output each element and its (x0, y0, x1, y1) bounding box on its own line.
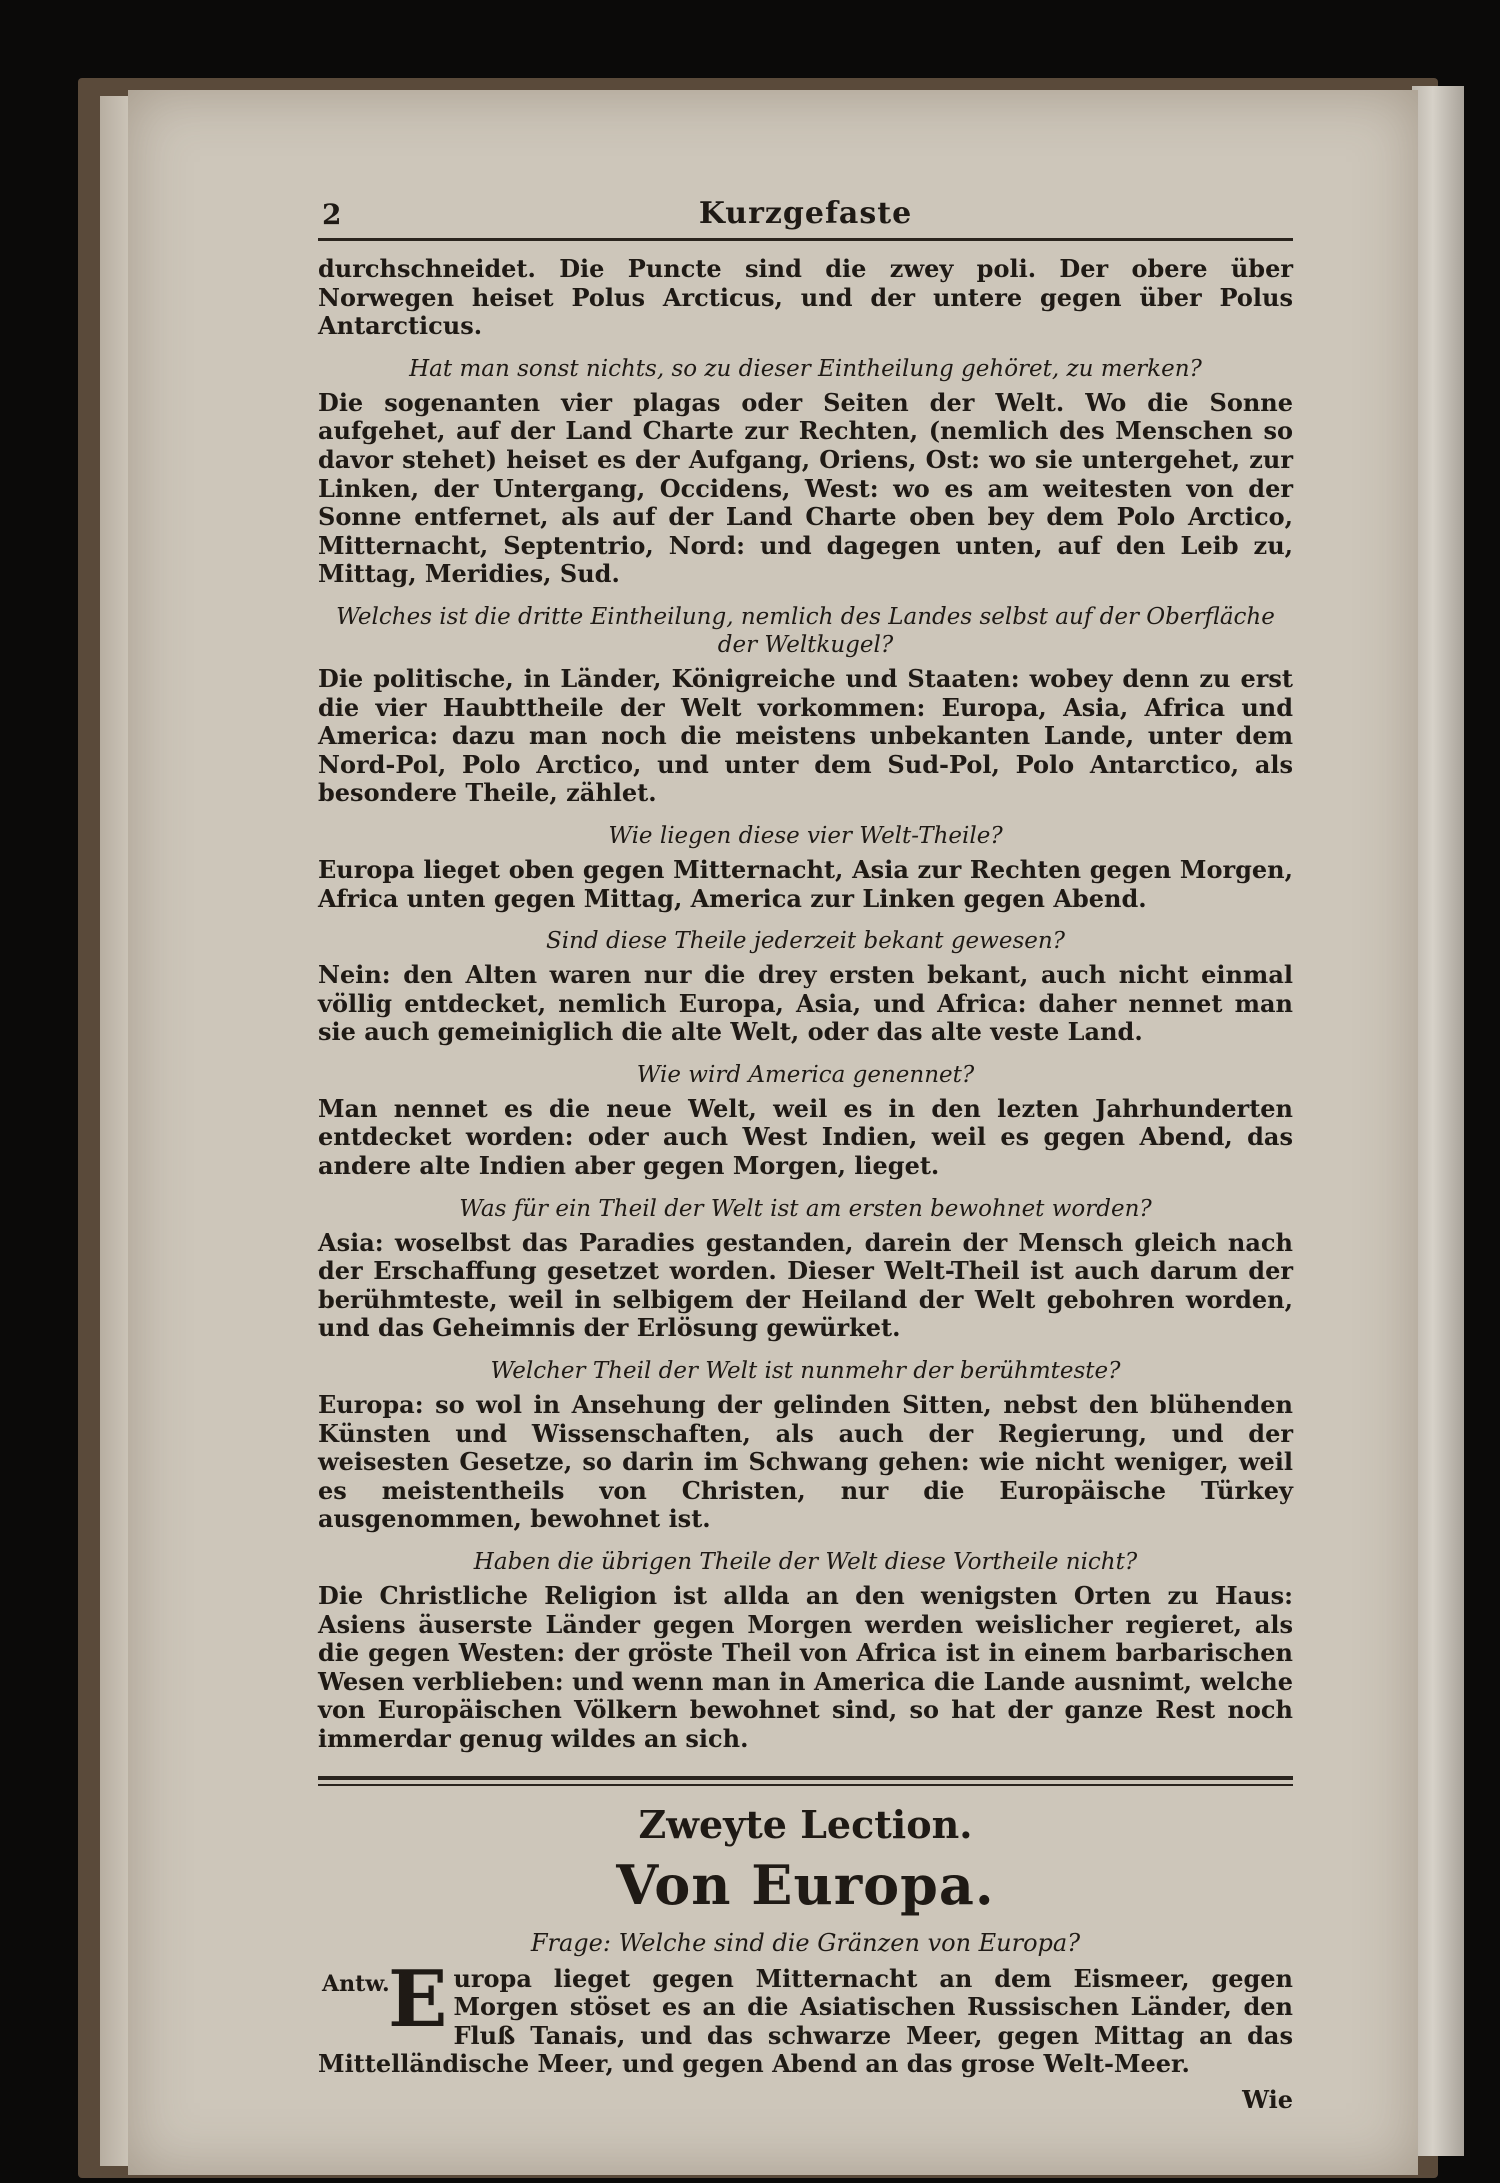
question-heading: Wie liegen diese vier Welt-Theile? (608, 822, 1003, 849)
answer-paragraph: Die politische, in Länder, Königreiche und Staaten: wobey denn zu erst die vier Haubttheile der Welt vorkommen: Europa, Asia, Africa und America: dazu man noch die meistens unbekanten Lande, unter dem Nord-Pol, Polo Arctico, und unter dem Sud-Pol, Polo Antarctico, als besondere Theile, zählet. (318, 663, 1293, 808)
text-blocks (318, 255, 1293, 1754)
question-frage: Frage: Welche sind die Gränzen von Europa? (530, 1928, 1081, 1957)
facing-page-edge (1412, 86, 1464, 2156)
question-heading: Hat man sonst nichts, so zu dieser Eintheilung gehöret, zu merken? (409, 355, 1202, 382)
question-heading: Welcher Theil der Welt ist nunmehr der berühmteste? (490, 1358, 1121, 1385)
header-rule (318, 238, 1293, 241)
question-heading: Welches ist die dritte Eintheilung, nemlich des Landes selbst auf der Oberfläche der Weltkugel? (336, 603, 1275, 658)
answer-label: Antw. (322, 1970, 390, 1997)
question-heading: Haben die übrigen Theile der Welt diese Vortheile nicht? (473, 1549, 1138, 1575)
page-number: 2 (322, 198, 342, 231)
answer-text: uropa lieget gegen Mitternacht an dem Eismeer, gegen Morgen stöset es an die Asiatischen Russischen Länder, den Fluß Tanais, und das schwarze Meer, gegen Mittag an das Mittelländische Meer, und gegen Abend an das grose Welt-Meer. (318, 1963, 1293, 2079)
answer-paragraph: Nein: den Alten waren nur die drey ersten bekant, auch nicht einmal völlig entdecket, nemlich Europa, Asia, und Africa: daher nennet man sie auch gemeiniglich die alte Welt, oder das alte veste Land. (318, 960, 1293, 1047)
answer-paragraph: Europa: so wol in Ansehung der gelinden Sitten, nebst den blühenden Künsten und Wissenschaften, als auch der Regierung, und der weisesten Gesetze, so darin im Schwang gehen: wie nicht weniger, weil es meistentheils von Christen, nur die Europäische Türkey ausgenommen, bewohnet ist. (318, 1390, 1293, 1534)
answer-paragraph: Die Christliche Religion ist allda an den wenigsten Orten zu Haus: Asiens äuserste Länder gegen Morgen werden weislicher regieret, als die gegen Westen: der gröste Theil von Africa ist in einem barbarischen Wesen verblieben: und wenn man in America die Lande ausnimt, welche von Europäischen Völkern bewohnet sind, so hat der ganze Rest noch immerdar genug wildes an sich. (318, 1581, 1293, 1753)
answer-paragraph: Asia: woselbst das Paradies gestanden, darein der Mensch gleich nach der Erschaffung gesetzet worden. Dieser Welt-Theil ist auch darum der berühmteste, weil in selbigem der Heiland der Welt gebohren worden, und das Geheimnis der Erlösung gewürket. (318, 1227, 1293, 1343)
question-heading: Sind diese Theile jederzeit bekant gewesen? (545, 928, 1066, 955)
answer-block (318, 1953, 1293, 2079)
section-title: Von Europa. (616, 1852, 995, 1917)
catchword: Wie (1242, 2084, 1293, 2114)
answer-paragraph: Man nennet es die neue Welt, weil es in den lezten Jahrhunderten entdecket worden: oder auch West Indien, weil es gegen Abend, das andere alte Indien aber gegen Morgen, lieget. (318, 1093, 1293, 1181)
running-head (318, 196, 1293, 232)
section-divider (318, 1776, 1293, 1786)
question-heading: Wie wird America genennet? (636, 1061, 975, 1088)
page-content (318, 196, 1293, 2114)
question-heading: Was für ein Theil der Welt ist am ersten bewohnet worden? (459, 1195, 1152, 1222)
drop-cap: E (388, 1953, 448, 2045)
lection-heading: Zweyte Lection. (638, 1801, 973, 1847)
answer-paragraph: Europa lieget oben gegen Mitternacht, Asia zur Rechten gegen Morgen, Africa unten gegen Mittag, America zur Linken gegen Abend. (318, 854, 1293, 913)
answer-paragraph: Die sogenanten vier plagas oder Seiten der Welt. Wo die Sonne aufgehet, auf der Land Charte zur Rechten, (nemlich des Menschen so davor stehet) heiset es der Aufgang, Oriens, Ost: wo sie untergehet, zur Linken, der Untergang, Occidens, West: wo es am weitesten von der Sonne entfernet, als auf der Land Charte oben bey dem Polo Arctico, Mitternacht, Septentrio, Nord: und dagegen unten, auf den Leib zu, Mittag, Meridies, Sud. (318, 387, 1293, 589)
running-title: Kurzgefaste (698, 196, 913, 231)
answer-paragraph: durchschneidet. Die Puncte sind die zwey poli. Der obere über Norwegen heiset Polus Arcticus, und der untere gegen über Polus Antarcticus. (318, 254, 1293, 341)
